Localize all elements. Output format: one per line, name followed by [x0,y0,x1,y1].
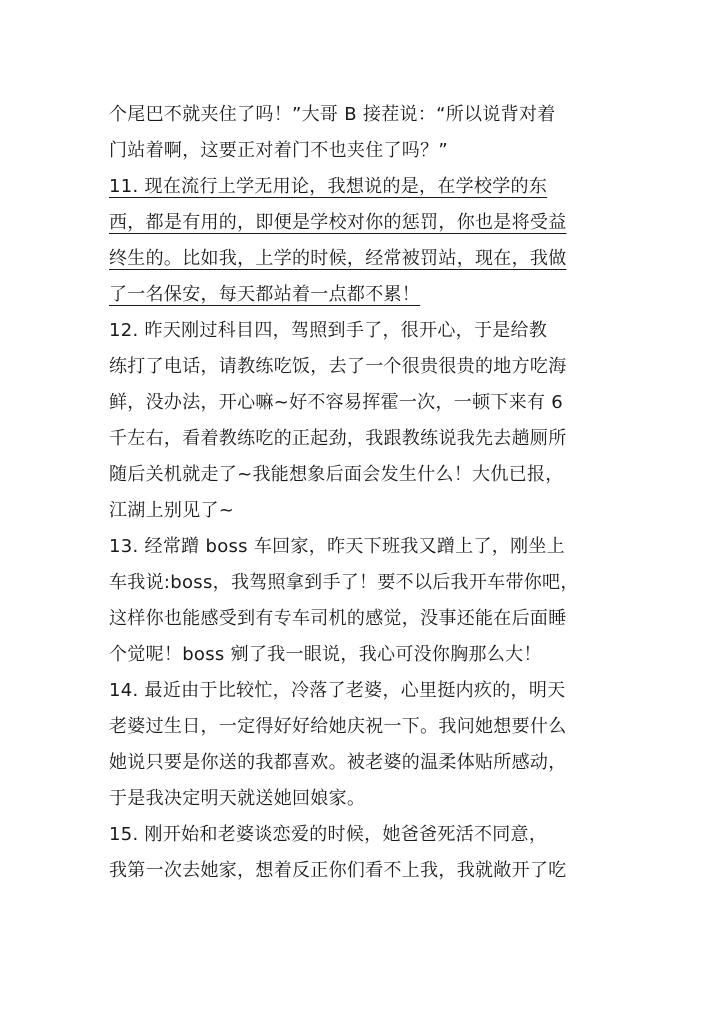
text-line: 练打了电话，请教练吃饭，去了一个很贵很贵的地方吃海 [109,356,567,377]
text-line: 我第一次去她家，想着反正你们看不上我，我就敞开了吃 [109,860,567,881]
underlined-text-line: 11. 现在流行上学无用论，我想说的是，在学校学的东 [109,176,548,197]
text-line: 随后关机就走了~我能想象后面会发生什么！大仇已报， [109,464,564,485]
text-line: 14. 最近由于比较忙，冷落了老婆，心里挺内疚的，明天 [109,680,566,701]
text-line: 门站着啊，这要正对着门不也夹住了吗？” [109,140,449,161]
text-line: 老婆过生日，一定得好好给她庆祝一下。我问她想要什么 [109,716,567,737]
underlined-text-line: 西，都是有用的，即便是学校对你的惩罚，你也是将受益 [109,212,567,233]
document-page [109,97,621,889]
text-line: 13. 经常蹭 boss 车回家，昨天下班我又蹭上了，刚坐上 [109,536,565,557]
text-line: 千左右，看着教练吃的正起劲，我跟教练说我先去趟厕所 [109,428,567,449]
text-line: 15. 刚开始和老婆谈恋爱的时候，她爸爸死活不同意， [109,824,548,845]
text-line: 她说只要是你送的我都喜欢。被老婆的温柔体贴所感动， [109,752,567,773]
text-line: 个觉呢！boss 剜了我一眼说，我心可没你胸那么大！ [109,644,542,665]
text-line: 12. 昨天刚过科目四，驾照到手了，很开心，于是给教 [109,320,548,341]
underlined-text-line: 终生的。比如我，上学的时候，经常被罚站，现在，我做 [109,248,567,269]
text-line: 这样你也能感受到有专车司机的感觉，没事还能在后面睡 [109,608,567,629]
text-line: 车我说:boss，我驾照拿到手了！要不以后我开车带你吧， [109,572,579,593]
text-line: 个尾巴不就夹住了吗！”大哥 B 接茬说：“所以说背对着 [109,104,556,125]
text-line: 江湖上别见了~ [109,500,235,521]
text-line: 鲜，没办法，开心嘛~好不容易挥霍一次，一顿下来有 6 [109,392,564,413]
underlined-text-line: 了一名保安，每天都站着一点都不累！ [109,284,421,305]
text-line: 于是我决定明天就送她回娘家。 [109,788,366,809]
